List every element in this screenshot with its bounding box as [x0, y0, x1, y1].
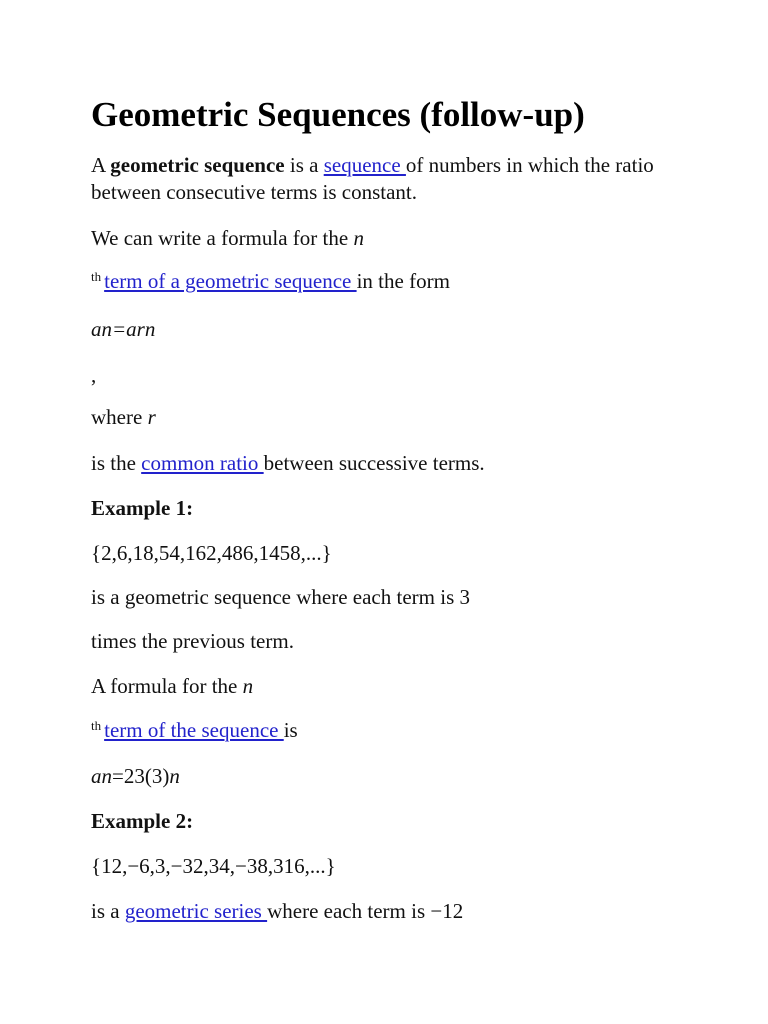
formula-intro-line: [91, 225, 364, 252]
example-1-is: is: [283, 718, 298, 742]
term-of-geometric-sequence-link[interactable]: term of a geometric sequence: [104, 269, 357, 293]
where-text: where: [91, 405, 148, 429]
sequence-link[interactable]: sequence: [323, 153, 406, 177]
where-var: r: [147, 405, 156, 429]
intro-paragraph: [91, 152, 691, 206]
intro-a: A: [91, 153, 111, 177]
example-1-heading: Example 1:: [91, 496, 194, 520]
intro-is-a: is a: [284, 153, 324, 177]
formula-intro-line-2: [91, 268, 450, 295]
example-2-desc-rest: where each term is −12: [267, 899, 464, 923]
formula-intro-text: We can write a formula for the: [91, 226, 354, 250]
example-1-formula-text: A formula for the: [91, 674, 243, 698]
intro-term: geometric sequence: [110, 153, 285, 177]
example-1-formula-var: n: [242, 674, 254, 698]
example-2-sequence: {12,−6,3,−32,34,−38,316,...}: [91, 854, 336, 878]
example-1-sequence: {2,6,18,54,162,486,1458,...}: [91, 541, 332, 565]
example-1-formula-an: an: [91, 764, 112, 788]
th-superscript: th: [91, 269, 102, 284]
example-1-formula: [91, 763, 180, 790]
ratio-text: is the: [91, 451, 142, 475]
example-1-term-line: [91, 717, 298, 744]
example-1-formula-intro: [91, 673, 253, 700]
comma-line: ,: [91, 363, 97, 387]
th-superscript-2: th: [91, 718, 102, 733]
example-2-heading: Example 2:: [91, 809, 194, 833]
example-2-desc: [91, 898, 463, 925]
example-1-formula-rest: =23(3): [112, 764, 170, 788]
example-2-desc-a: is a: [91, 899, 125, 923]
where-line: [91, 404, 156, 431]
formula-intro-var: n: [353, 226, 364, 250]
general-formula: an=arn: [91, 317, 156, 341]
common-ratio-link[interactable]: common ratio: [141, 451, 264, 475]
example-1-desc-1: is a geometric sequence where each term is 3: [91, 585, 470, 609]
example-1-desc-2: times the previous term.: [91, 629, 294, 653]
example-1-formula-n: n: [169, 764, 180, 788]
ratio-line: [91, 450, 485, 477]
formula-intro2-rest: in the form: [356, 269, 450, 293]
term-of-the-sequence-link[interactable]: term of the sequence: [104, 718, 284, 742]
geometric-series-link[interactable]: geometric series: [124, 899, 268, 923]
ratio-rest: between successive terms.: [263, 451, 485, 475]
page-title: Geometric Sequences (follow-up): [91, 95, 585, 134]
intro-rest: of numbers in which the ratio between consecutive terms is constant.: [91, 153, 654, 204]
